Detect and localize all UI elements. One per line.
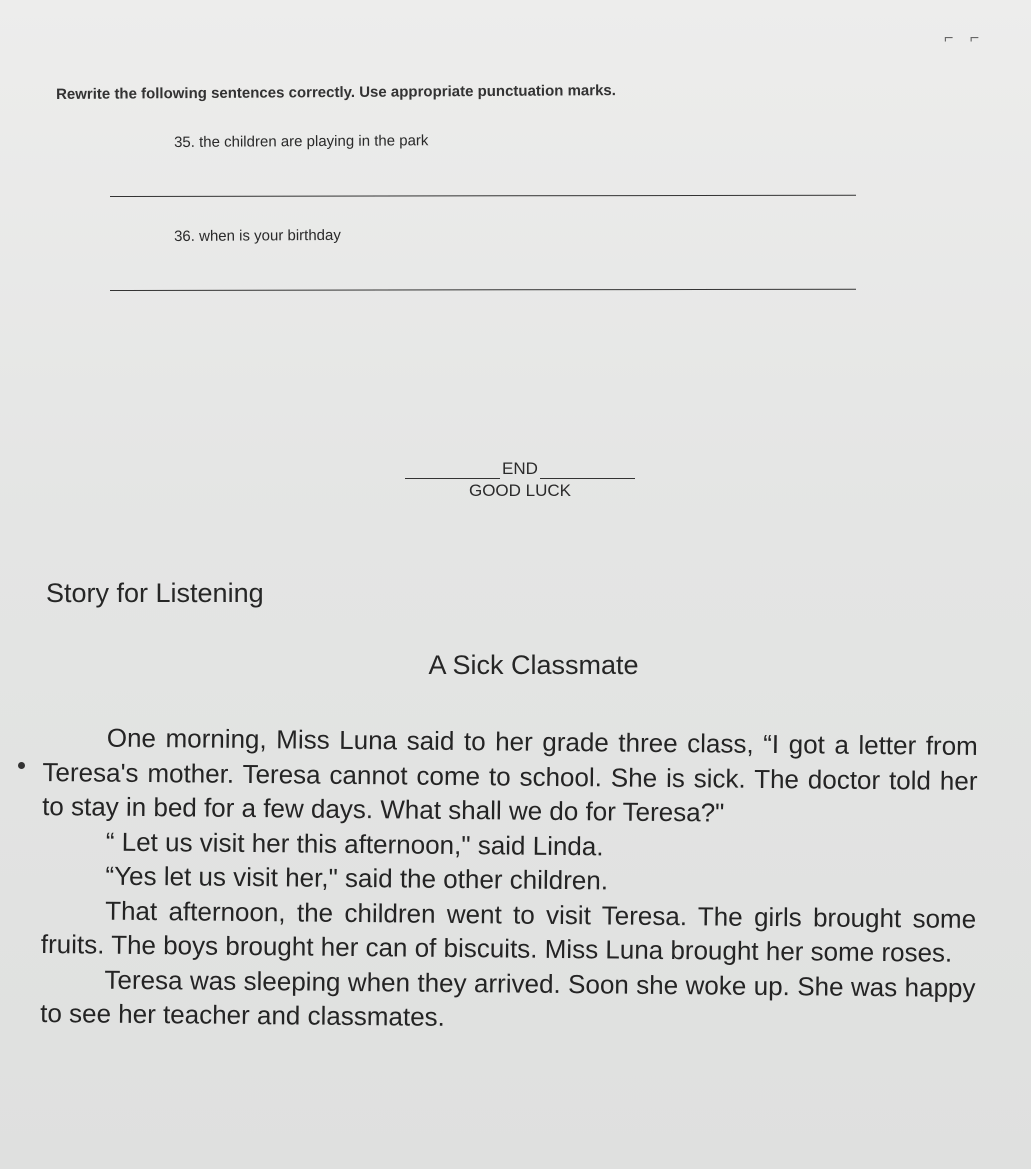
story-title: A Sick Classmate — [428, 650, 639, 680]
corner-pen-mark: ⌐ ⌐ — [944, 30, 986, 47]
story-paragraph: Teresa was sleeping when they arrived. Soon she woke up. She was happy to see her teacher and classmates. — [40, 964, 976, 1032]
answer-line-35 — [110, 195, 856, 197]
question-36: 36. when is your birthday — [174, 226, 341, 245]
end-label: END — [502, 459, 538, 478]
end-left-rule — [405, 464, 500, 479]
end-right-rule — [540, 464, 635, 479]
end-block — [405, 459, 635, 501]
answer-line-36 — [110, 289, 856, 291]
story-body — [40, 720, 978, 1039]
story-paragraph: One morning, Miss Luna said to her grade three class, “I got a letter from Teresa's mother. Teresa cannot come to school. She is sick. The doctor told her to stay in bed for a few days. What shall we do for Teresa?" — [42, 722, 978, 828]
question-35: 35. the children are playing in the park — [174, 132, 429, 151]
section-heading: Story for Listening — [46, 578, 264, 608]
instruction-text: Rewrite the following sentences correctly. Use appropriate punctuation marks. — [56, 82, 616, 103]
margin-dot-mark — [18, 762, 25, 769]
story-paragraph: “Yes let us visit her," said the other children. — [105, 860, 609, 896]
good-luck-label: GOOD LUCK — [468, 481, 572, 500]
story-paragraph: That afternoon, the children went to visit Teresa. The girls brought some fruits. The boys brought her can of biscuits. Miss Luna brought her some roses. — [40, 895, 977, 968]
story-paragraph: “ Let us visit her this afternoon," said Linda. — [105, 826, 604, 861]
